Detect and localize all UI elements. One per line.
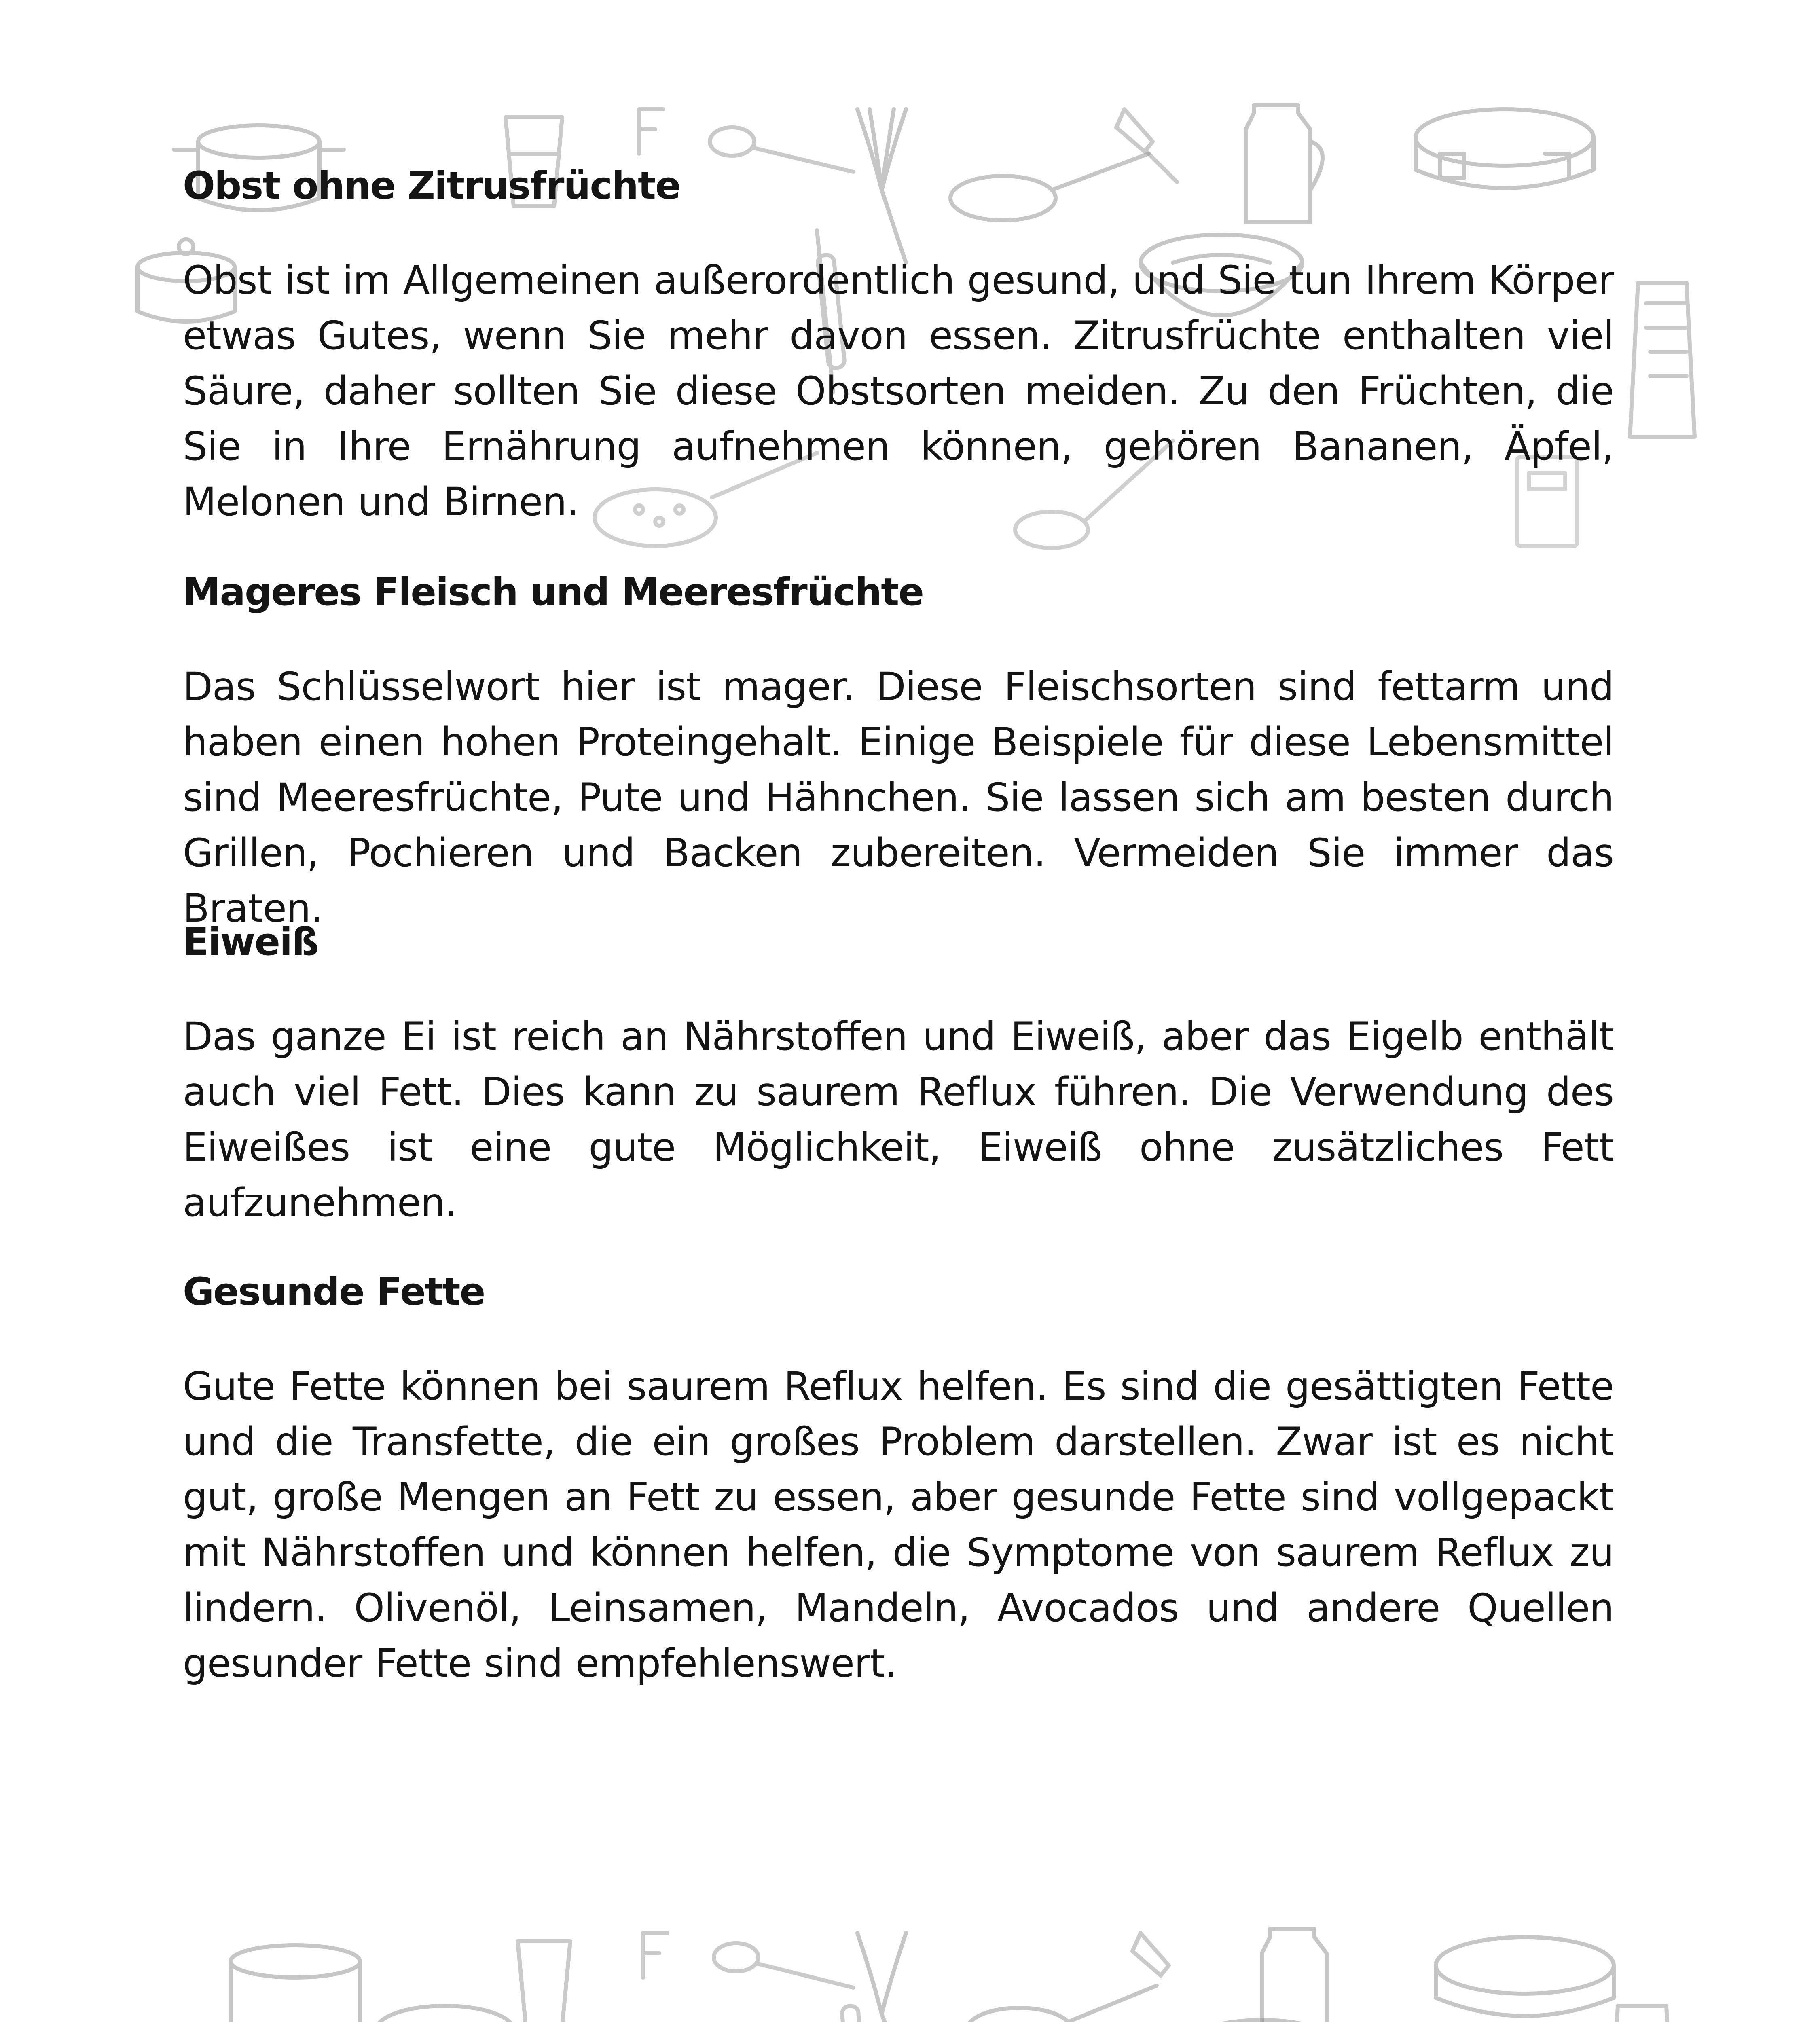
kitchen-utensils-decoration-bottom (0, 1925, 1820, 2022)
pot-icon (231, 1945, 360, 2022)
section-heading: Eiweiß (183, 920, 318, 964)
spoon-icon (643, 1933, 853, 1988)
knife-icon (1132, 1933, 1169, 1975)
whisk-icon (857, 1933, 906, 2022)
section-heading: Obst ohne Zitrusfrüchte (183, 164, 680, 208)
section-fleisch (183, 568, 1614, 936)
jug-icon (1262, 1929, 1327, 2022)
rolling-pin-icon (842, 2005, 873, 2022)
section-heading: Gesunde Fette (183, 1270, 485, 1314)
section-obst (183, 162, 1614, 530)
cake-pan-icon (1436, 1937, 1614, 2016)
grater-icon (1630, 283, 1695, 437)
frying-pan-icon (967, 1986, 1157, 2022)
section-heading: Mageres Fleisch und Meeresfrüchte (183, 570, 923, 614)
grater-icon (1610, 2006, 1674, 2022)
section-paragraph: Obst ist im Allgemeinen außerordentlich gesund, und Sie tun Ihrem Körper etwas Gutes, wenn Sie mehr davon essen. Zitrusfrüchte enthalten viel Säure, daher sollten Sie diese Obstsorten meiden. Zu den Früchten, die Sie in Ihre Ernährung aufnehmen können, gehören Bananen, Äpfel, Melonen und Birnen. (183, 258, 1614, 525)
section-paragraph: Das Schlüsselwort hier ist mager. Diese Fleischsorten sind fettarm und haben einen hohen Proteingehalt. Einige Beispiele für diese Lebensmittel sind Meeresfrüchte, Pute und Hähnchen. Sie lassen sich am besten durch Grillen, Pochieren und Backen zubereiten. Vermeiden Sie immer das Braten. (183, 664, 1614, 931)
section-paragraph: Gute Fette können bei saurem Reflux helfen. Es sind die gesättigten Fette und die Transfette, die ein großes Problem darstellen. Zwar ist es nicht gut, große Mengen an Fett zu essen, aber gesunde Fette sind vollgepackt mit Nährstoffen und können helfen, die Symptome von saurem Reflux zu lindern. Olivenöl, Leinsamen, Mandeln, Avocados und andere Quellen gesunder Fette sind empfehlenswert. (183, 1364, 1614, 1686)
section-eiweiss (183, 918, 1614, 1231)
section-paragraph: Das ganze Ei ist reich an Nährstoffen und Eiweiß, aber das Eigelb enthält auch viel Fett. Dies kann zu saurem Reflux führen. Die Verwendung des Eiweißes ist eine gute Möglichkeit, Eiweiß ohne zusätzliches Fett aufzunehmen. (183, 1014, 1614, 1225)
glass-icon (518, 1941, 570, 2022)
section-fette (183, 1268, 1614, 1691)
